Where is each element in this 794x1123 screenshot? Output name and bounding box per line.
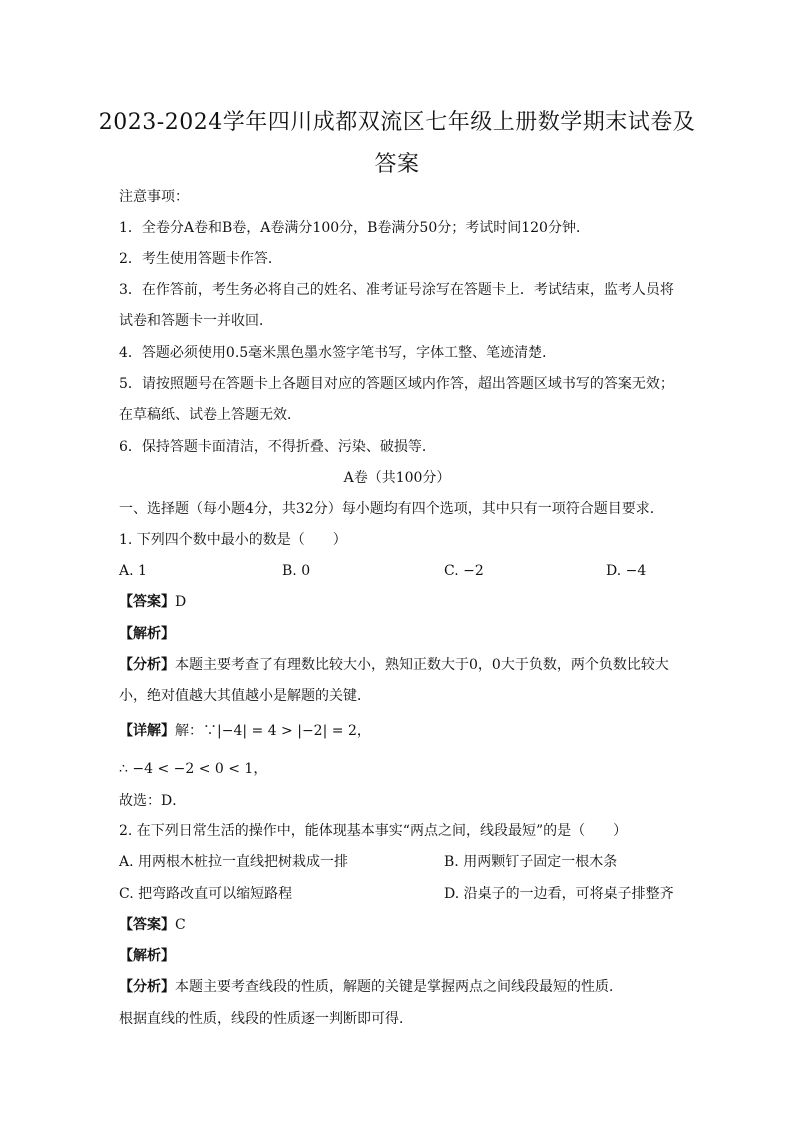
q1-detail — [119, 722, 371, 740]
section-a-heading: A卷（共100分） — [343, 470, 451, 486]
q1-option-b: B. 0 — [282, 563, 311, 579]
detail-tag: 【详解】 — [119, 723, 175, 739]
note-item-3-cont: 试卷和答题卡一并收回． — [119, 313, 273, 329]
q1-stem: 1. 下列四个数中最小的数是（ ） — [119, 532, 347, 548]
q1-option-d: D. −4 — [606, 563, 647, 579]
q2-stem: 2. 在下列日常生活的操作中，能体现基本事实“两点之间，线段最短”的是（ ） — [119, 823, 628, 839]
q2-answer — [119, 916, 186, 934]
part-1-heading: 一、选择题（每小题4分，共32分）每小题均有四个选项，其中只有一项符合题目要求． — [119, 501, 664, 517]
q2-option-a: A. 用两根木桩拉一直线把树栽成一排 — [119, 854, 349, 870]
fenxi-tag: 【分析】 — [119, 657, 175, 673]
q1-choose: 故选：D． — [119, 793, 187, 809]
answer-value: C — [175, 917, 186, 933]
q2-analysis-tag: 【解析】 — [119, 948, 175, 964]
fenxi-text: 本题主要考查线段的性质，解题的关键是掌握两点之间线段最短的性质． — [175, 979, 623, 995]
note-item-1: 1．全卷分A卷和B卷，A卷满分100分，B卷满分50分；考试时间120分钟． — [119, 220, 590, 236]
q1-answer — [119, 593, 186, 611]
q2-fenxi — [119, 978, 623, 996]
fenxi-text: 本题主要考查了有理数比较大小，熟知正数大于0，0大于负数，两个负数比较大 — [175, 657, 669, 673]
note-item-2: 2．考生使用答题卡作答． — [119, 251, 282, 267]
notes-heading: 注意事项： — [119, 189, 189, 205]
q1-option-c: C. −2 — [444, 563, 484, 579]
q2-option-b: B. 用两颗钉子固定一根木条 — [444, 854, 618, 870]
document-title-line1: 2023-2024学年四川成都双流区七年级上册数学期末试卷及 — [98, 110, 696, 135]
note-item-6: 6．保持答题卡面清洁，不得折叠、污染、破损等． — [119, 439, 436, 455]
note-item-3: 3．在作答前，考生务必将自己的姓名、准考证号涂写在答题卡上．考试结束，监考人员将 — [119, 282, 674, 298]
q2-fenxi-cont: 根据直线的性质，线段的性质逐一判断即可得． — [119, 1011, 413, 1027]
note-item-4: 4．答题必须使用0.5毫米黑色墨水签字笔书写，字体工整、笔迹清楚． — [119, 345, 557, 361]
document-title-line2: 答案 — [374, 152, 420, 177]
q1-step: ∴ −4 < −2 < 0 < 1， — [119, 761, 268, 777]
q1-option-a: A. 1 — [119, 563, 147, 579]
note-item-5: 5．请按照题号在答题卡上各题目对应的答题区域内作答，超出答题区域书写的答案无效； — [119, 376, 674, 392]
q2-option-d: D. 沿桌子的一边看，可将桌子排整齐 — [444, 886, 674, 902]
note-item-5-cont: 在草稿纸、试卷上答题无效． — [119, 407, 301, 423]
answer-tag: 【答案】 — [119, 917, 175, 933]
fenxi-tag: 【分析】 — [119, 979, 175, 995]
q1-fenxi — [119, 656, 669, 674]
q2-option-c: C. 把弯路改直可以缩短路程 — [119, 886, 293, 902]
detail-text: 解：∵|−4| = 4 > |−2| = 2， — [175, 723, 371, 739]
q1-fenxi-cont: 小，绝对值越大其值越小是解题的关键． — [119, 688, 371, 704]
q1-analysis-tag: 【解析】 — [119, 626, 175, 642]
answer-value: D — [175, 594, 187, 610]
answer-tag: 【答案】 — [119, 594, 175, 610]
